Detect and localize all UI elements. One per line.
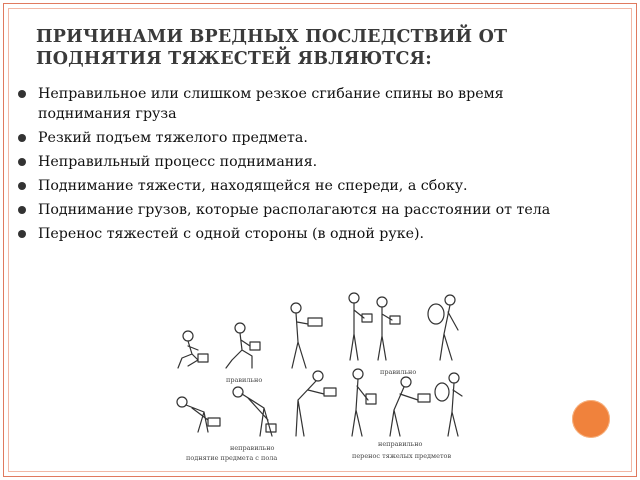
caption-wrong-right: неправильно xyxy=(378,440,423,448)
slide-title xyxy=(36,26,596,70)
orange-circle-icon xyxy=(572,400,610,438)
bullet-text: Резкий подъем тяжелого предмета. xyxy=(38,130,308,146)
bullet-dot-icon xyxy=(18,230,26,238)
bullet-text: Поднимание грузов, которые располагаются на расстоянии от тела xyxy=(38,202,551,218)
figure-back-carry-2 xyxy=(435,373,462,436)
figure-carry-pair-correct xyxy=(349,293,400,360)
figure-back-carry xyxy=(428,295,458,360)
slide-title-line-2: ПОДНЯТИЯ ТЯЖЕСТЕЙ ЯВЛЯЮТСЯ: xyxy=(36,49,432,69)
bullet-text: Неправильный процесс поднимания. xyxy=(38,154,318,170)
figure-bend-wrong-2 xyxy=(233,387,276,436)
list-item xyxy=(18,200,588,220)
list-item xyxy=(18,84,588,124)
list-item xyxy=(18,224,588,244)
caption-lift-from-floor: поднятие предмета с пола xyxy=(186,454,278,462)
bullet-dot-icon xyxy=(18,182,26,190)
slide-title-line-1: ПРИЧИНАМИ ВРЕДНЫХ ПОСЛЕДСТВИЙ ОТ xyxy=(36,27,508,47)
bullet-dot-icon xyxy=(18,158,26,166)
caption-correct-left: правильно xyxy=(226,376,263,384)
lifting-illustration xyxy=(168,290,478,470)
bullet-text: Перенос тяжестей с одной стороны (в одной руке). xyxy=(38,226,425,242)
figure-lean-wrong xyxy=(296,371,336,436)
list-item xyxy=(18,128,588,148)
bullet-text: Неправильное или слишком резкое сгибание спины во время поднимания груза xyxy=(38,86,504,122)
list-item xyxy=(18,152,588,172)
bullet-dot-icon xyxy=(18,134,26,142)
figure-squat-correct xyxy=(178,331,208,368)
bullet-dot-icon xyxy=(18,90,26,98)
caption-wrong-left: неправильно xyxy=(230,444,275,452)
caption-correct-right: правильно xyxy=(380,368,417,376)
bullet-text: Поднимание тяжести, находящейся не спереди, а сбоку. xyxy=(38,178,468,194)
figure-stand-correct xyxy=(291,303,322,368)
list-item xyxy=(18,176,588,196)
lifting-figures-drawing xyxy=(168,290,478,470)
caption-carry-heavy: перенос тяжелых предметов xyxy=(352,452,452,460)
figure-bent-carry xyxy=(390,377,430,436)
bullet-dot-icon xyxy=(18,206,26,214)
figure-one-side-carry xyxy=(352,369,376,436)
bullet-list xyxy=(18,84,588,248)
figure-kneel-correct xyxy=(226,323,260,368)
figure-bend-wrong-1 xyxy=(177,397,220,432)
